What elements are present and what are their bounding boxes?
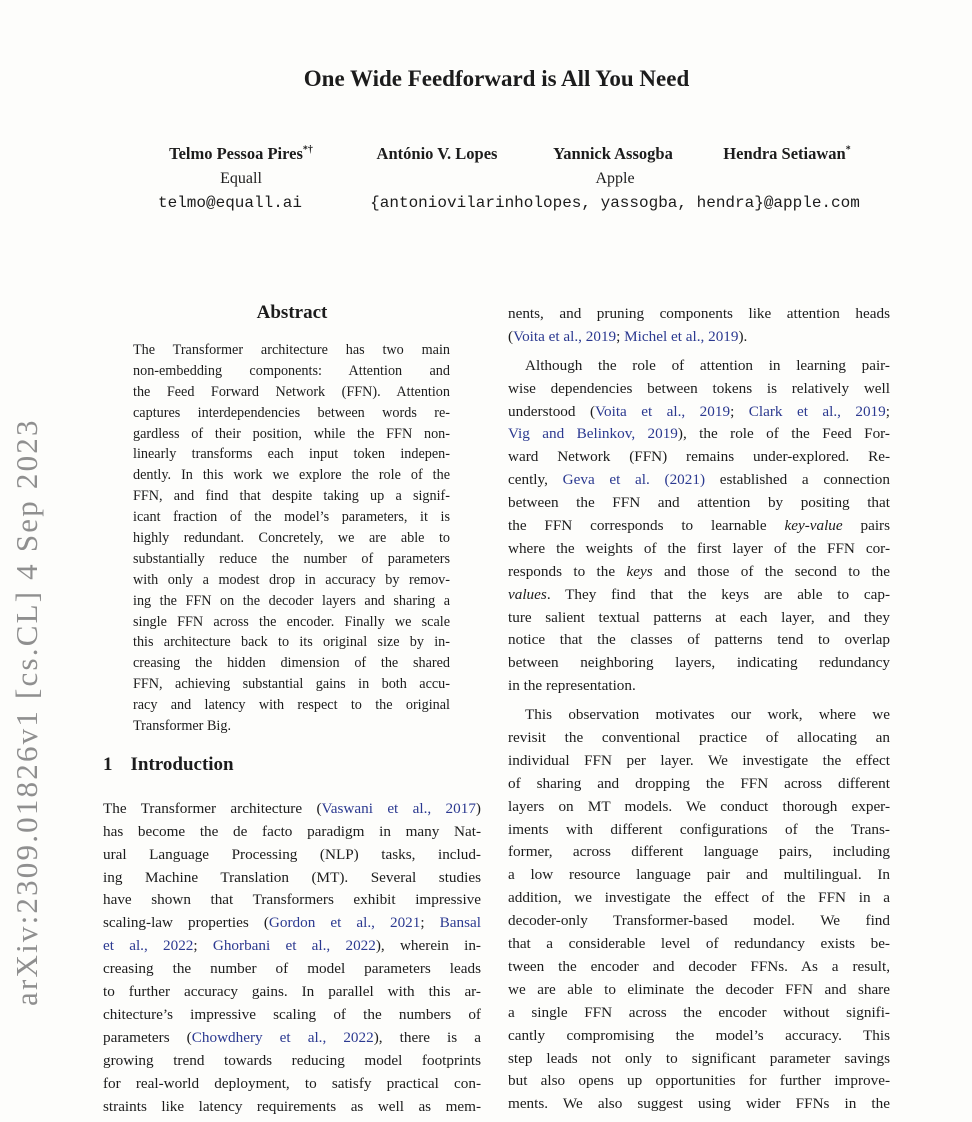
text-line bbox=[508, 704, 890, 727]
author-affiliation: Equall bbox=[220, 170, 262, 187]
text-line bbox=[508, 675, 890, 698]
text-segment: linearly transforms each input token indepen- bbox=[133, 446, 450, 463]
text-line bbox=[103, 889, 481, 912]
text-segment: ture salient textual patterns at each layer, and they bbox=[508, 608, 890, 626]
text-line bbox=[103, 798, 481, 821]
text-segment: a low resource language pair and multilingual. In bbox=[508, 866, 890, 884]
text-segment: ( bbox=[508, 327, 514, 345]
text-segment: ; bbox=[730, 402, 749, 420]
text-segment: growing trend towards reducing model footprints bbox=[103, 1051, 481, 1069]
right-column bbox=[508, 300, 890, 1116]
text-segment: responds to the bbox=[508, 562, 627, 580]
paragraph bbox=[103, 798, 481, 1118]
text-line bbox=[133, 486, 450, 507]
text-line bbox=[133, 695, 450, 716]
text-segment: ), there is a bbox=[373, 1028, 481, 1046]
citation-link[interactable]: Ghorbani et al., 2022 bbox=[212, 937, 376, 955]
citation-link[interactable]: Clark et al., 2019 bbox=[748, 402, 886, 420]
text-line bbox=[133, 340, 450, 361]
text-segment: chitecture’s impressive scaling of the numbers of bbox=[103, 1005, 481, 1023]
text-segment: pairs bbox=[842, 517, 890, 535]
text-line bbox=[103, 1004, 481, 1027]
text-segment: of sharing and dropping the FFN across different bbox=[508, 774, 890, 792]
abstract-body bbox=[133, 340, 450, 737]
text-segment: that a considerable level of redundancy exists be- bbox=[508, 935, 890, 953]
citation-link[interactable]: Michel et al., 2019 bbox=[624, 327, 739, 345]
citation-link[interactable]: Bansal bbox=[439, 914, 481, 932]
text-segment: where the weights of the first layer of the FFN cor- bbox=[508, 539, 890, 557]
author-block bbox=[103, 144, 890, 228]
text-segment: the Feed Forward Network (FFN). Attention bbox=[133, 383, 450, 400]
citation-link[interactable]: Vig and Belinkov, 2019 bbox=[508, 425, 678, 443]
text-line bbox=[508, 1002, 890, 1025]
text-line bbox=[508, 326, 890, 349]
text-line bbox=[508, 423, 890, 446]
text-line bbox=[508, 841, 890, 864]
text-line bbox=[508, 727, 890, 750]
text-segment: iments with different configurations of the Trans- bbox=[508, 820, 890, 838]
text-segment: former, across different language pairs, including bbox=[508, 843, 890, 861]
text-line bbox=[508, 584, 890, 607]
author-name: António V. Lopes bbox=[376, 144, 498, 163]
author-footnote-marker: *† bbox=[302, 144, 313, 156]
text-segment: non-embedding components: Attention and bbox=[133, 362, 450, 379]
emphasized-text: keys bbox=[626, 562, 653, 580]
text-line bbox=[508, 607, 890, 630]
text-line bbox=[508, 1048, 890, 1071]
text-line bbox=[508, 515, 890, 538]
text-line bbox=[508, 303, 890, 326]
text-line bbox=[103, 1027, 481, 1050]
paragraph bbox=[508, 303, 890, 349]
text-line bbox=[508, 864, 890, 887]
author-email: {antoniovilarinholopes, yassogba, hendra}@apple.com bbox=[370, 194, 860, 212]
text-segment: with only a modest drop in accuracy by remov- bbox=[133, 571, 450, 588]
introduction-text bbox=[103, 798, 481, 1118]
arxiv-watermark: arXiv:2309.01826v1 [cs.CL] 4 Sep 2023 bbox=[9, 418, 44, 1006]
text-segment: has become the de facto paradigm in many Nat- bbox=[103, 822, 481, 840]
text-segment: The Transformer architecture has two main bbox=[133, 342, 450, 358]
text-segment: ments. We also suggest using wider FFNs in the bbox=[508, 1095, 890, 1113]
citation-link[interactable]: Vaswani et al., 2017 bbox=[321, 799, 476, 817]
text-segment: highly redundant. Concretely, we are able to bbox=[133, 530, 450, 547]
paragraph bbox=[508, 704, 890, 1116]
text-line bbox=[133, 361, 450, 382]
text-segment: step leads not only to significant parameter savings bbox=[508, 1049, 890, 1067]
text-line bbox=[133, 632, 450, 653]
emphasized-text: key-value bbox=[784, 517, 843, 535]
text-segment: ward Network (FFN) remains under-explored. Re- bbox=[508, 448, 890, 466]
text-line bbox=[133, 424, 450, 445]
text-segment: notice that the classes of patterns tend to overlap bbox=[508, 631, 890, 649]
text-line bbox=[508, 401, 890, 424]
author-name: Telmo Pessoa Pires*† bbox=[169, 144, 313, 163]
text-segment: a single FFN across the encoder without signifi- bbox=[508, 1003, 890, 1021]
text-segment: layers on MT models. We conduct thorough exper- bbox=[508, 797, 890, 815]
text-segment: substantially reduce the number of parameters bbox=[133, 550, 450, 567]
text-segment: parameters ( bbox=[103, 1028, 192, 1046]
paragraph bbox=[133, 340, 450, 737]
text-segment: Transformer Big. bbox=[133, 718, 231, 735]
text-line bbox=[103, 1050, 481, 1073]
text-segment: The Transformer architecture ( bbox=[103, 799, 322, 817]
text-segment: decoder-only Transformer-based model. We find bbox=[508, 912, 890, 930]
text-line bbox=[508, 819, 890, 842]
text-segment: cently, bbox=[508, 471, 563, 489]
text-segment: ing Machine Translation (MT). Several studies bbox=[103, 868, 481, 886]
text-line bbox=[133, 444, 450, 465]
text-segment: ; bbox=[616, 327, 625, 345]
section-heading-introduction bbox=[103, 754, 481, 778]
text-line bbox=[508, 446, 890, 469]
text-line bbox=[103, 1073, 481, 1096]
text-line bbox=[508, 538, 890, 561]
text-line bbox=[508, 933, 890, 956]
text-line bbox=[508, 910, 890, 933]
section-title: Introduction bbox=[130, 753, 234, 775]
text-line bbox=[508, 1093, 890, 1116]
text-segment: ), the role of the Feed For- bbox=[677, 425, 890, 443]
text-segment: for real-world deployment, to satisfy practical con- bbox=[103, 1074, 481, 1092]
text-line bbox=[133, 528, 450, 549]
text-line bbox=[133, 570, 450, 591]
text-line bbox=[133, 653, 450, 674]
text-segment: between neighboring layers, indicating redundancy bbox=[508, 654, 890, 672]
text-line bbox=[508, 492, 890, 515]
text-line bbox=[133, 674, 450, 695]
text-segment: have shown that Transformers exhibit impressive bbox=[103, 891, 481, 909]
text-segment: gardless of their position, while the FFN non- bbox=[133, 425, 450, 442]
text-segment: wise dependencies between tokens is relatively well bbox=[508, 379, 890, 397]
text-segment: creasing the number of model parameters leads bbox=[103, 960, 481, 978]
abstract-heading: Abstract bbox=[256, 302, 328, 323]
text-line bbox=[103, 867, 481, 890]
text-segment: cantly compromising the model’s accuracy. This bbox=[508, 1026, 890, 1044]
text-segment: tween the encoder and decoder FFNs. As a result, bbox=[508, 957, 890, 975]
emphasized-text: values bbox=[508, 585, 547, 603]
text-segment: individual FFN per layer. We investigate the effect bbox=[508, 751, 890, 769]
text-segment: we are able to eliminate the decoder FFN and share bbox=[508, 980, 890, 998]
text-line bbox=[133, 382, 450, 403]
text-line bbox=[103, 1096, 481, 1119]
author-email: telmo@equall.ai bbox=[157, 194, 303, 212]
citation-link[interactable]: Chowdhery et al., 2022 bbox=[191, 1028, 374, 1046]
author-affiliation: Apple bbox=[595, 170, 635, 187]
text-line bbox=[133, 465, 450, 486]
text-line bbox=[103, 912, 481, 935]
text-segment: ), wherein in- bbox=[375, 937, 481, 955]
text-segment: revisit the conventional practice of allocating an bbox=[508, 729, 890, 747]
text-segment: ; bbox=[193, 937, 213, 955]
text-segment: between the FFN and attention by positing that bbox=[508, 494, 890, 512]
text-line bbox=[133, 507, 450, 528]
paper-title: One Wide Feedforward is All You Need bbox=[303, 66, 690, 91]
text-segment: ) bbox=[475, 799, 481, 817]
citation-link[interactable]: Voita et al., 2019 bbox=[595, 402, 731, 420]
text-line bbox=[133, 716, 450, 737]
text-segment: icant fraction of the model’s parameters, it is bbox=[133, 509, 450, 526]
text-segment: FFN, and find that despite taking up a signif- bbox=[133, 488, 450, 505]
text-segment: dently. In this work we explore the role of the bbox=[133, 467, 450, 484]
paragraph bbox=[508, 355, 890, 698]
text-segment: established a connection bbox=[705, 471, 890, 489]
text-line bbox=[508, 773, 890, 796]
text-line bbox=[508, 979, 890, 1002]
text-segment: This observation motivates our work, where we bbox=[525, 706, 890, 724]
text-line bbox=[103, 821, 481, 844]
text-segment: racy and latency with respect to the original bbox=[133, 697, 450, 714]
citation-link[interactable]: et al., 2022 bbox=[103, 937, 194, 955]
text-line bbox=[508, 796, 890, 819]
text-segment: creasing the hidden dimension of the shared bbox=[133, 655, 450, 672]
text-segment: addition, we investigate the effect of the FFN in a bbox=[508, 889, 890, 907]
text-segment: FFN, achieving substantial gains in both accu- bbox=[133, 676, 450, 693]
text-line bbox=[508, 652, 890, 675]
left-column bbox=[103, 300, 481, 1118]
text-segment: ; bbox=[420, 914, 440, 932]
text-segment: ; bbox=[885, 402, 890, 420]
author-footnote-marker: * bbox=[845, 144, 851, 156]
text-segment: captures interdependencies between words re- bbox=[133, 404, 450, 421]
text-segment: to further accuracy gains. In parallel with this ar- bbox=[103, 983, 481, 1001]
text-line bbox=[103, 844, 481, 867]
text-line bbox=[508, 378, 890, 401]
text-segment: this architecture back to its original size by in- bbox=[133, 634, 450, 651]
text-line bbox=[103, 935, 481, 958]
author-name: Hendra Setiawan* bbox=[723, 144, 851, 163]
text-segment: ing the FFN on the decoder layers and sharing a bbox=[133, 592, 450, 609]
citation-link[interactable]: Geva et al. (2021) bbox=[562, 471, 706, 489]
citation-link[interactable]: Gordon et al., 2021 bbox=[268, 914, 421, 932]
text-segment: the FFN corresponds to learnable bbox=[508, 517, 785, 535]
text-segment: nents, and pruning components like attention heads bbox=[508, 305, 890, 322]
text-line bbox=[508, 887, 890, 910]
text-line bbox=[133, 612, 450, 633]
text-segment: . They find that the keys are able to cap- bbox=[546, 585, 890, 603]
text-line bbox=[508, 956, 890, 979]
text-line bbox=[508, 750, 890, 773]
text-line bbox=[508, 629, 890, 652]
author-name: Yannick Assogba bbox=[553, 144, 673, 163]
text-segment: single FFN across the encoder. Finally we scale bbox=[133, 613, 450, 630]
text-segment: straints like latency requirements as well as mem- bbox=[103, 1097, 481, 1115]
text-segment: and those of the second to the bbox=[652, 562, 890, 580]
text-segment: in the representation. bbox=[508, 677, 636, 695]
text-segment: understood ( bbox=[508, 402, 596, 420]
citation-link[interactable]: Voita et al., 2019 bbox=[513, 327, 617, 345]
text-line bbox=[508, 1025, 890, 1048]
text-line bbox=[103, 958, 481, 981]
text-line bbox=[508, 355, 890, 378]
text-segment: ). bbox=[738, 327, 748, 345]
text-segment: but also opens up opportunities for further improve- bbox=[508, 1072, 890, 1090]
section-number: 1 bbox=[103, 753, 113, 775]
text-line bbox=[133, 549, 450, 570]
text-line bbox=[508, 561, 890, 584]
text-line bbox=[103, 981, 481, 1004]
text-segment: scaling-law properties ( bbox=[103, 914, 269, 932]
text-line bbox=[508, 1070, 890, 1093]
text-segment: ural Language Processing (NLP) tasks, includ- bbox=[103, 845, 481, 863]
text-segment: Although the role of attention in learning pair- bbox=[525, 356, 890, 374]
text-line bbox=[133, 591, 450, 612]
text-line bbox=[133, 403, 450, 424]
text-line bbox=[508, 469, 890, 492]
